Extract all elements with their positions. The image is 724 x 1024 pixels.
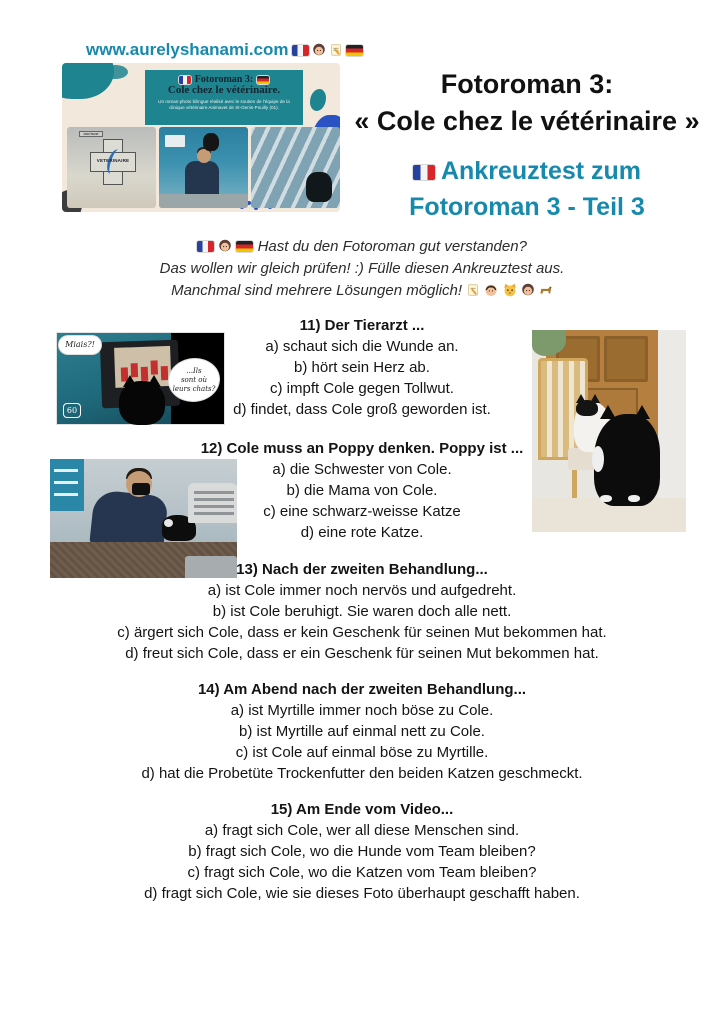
question-14 (0, 679, 724, 784)
exam-table (159, 194, 248, 208)
intro-line1: Hast du den Fotoroman gut verstanden? (0, 236, 724, 258)
question-11-title: 11) Der Tierarzt ... (299, 317, 425, 334)
intro-line2: Das wollen wir gleich prüfen! :) Fülle diesen Ankreuztest aus. (159, 260, 565, 277)
dog-icon (539, 283, 553, 297)
teal-leaf-decoration (310, 89, 326, 111)
german-flag-icon (236, 241, 253, 252)
question-13-option-d: d) freut sich Cole, dass er ein Geschenk für seinen Mut bekommen hat. (125, 645, 599, 662)
question-11 (0, 315, 724, 420)
vet-sign-photo (67, 127, 156, 208)
page-subtitle-line1: Ankreuztest zum (330, 153, 724, 189)
question-15-option-a: a) fragt sich Cole, wer all diese Menschen sind. (204, 822, 520, 839)
page-title-block (330, 66, 724, 225)
question-13 (0, 559, 724, 664)
banner-subtitle: Un roman-photo bilingue réalisé avec le soutien de l'équipe de la clinique vétérinaire Animavet de St-Genis-Pouilly (01). (158, 99, 290, 110)
page-title-line2: « Cole chez le vétérinaire » (354, 106, 700, 136)
question-12-option-d: d) eine rote Katze. (300, 524, 424, 541)
question-13-option-a: a) ist Cole immer noch nervös und aufgedreht. (207, 582, 517, 599)
question-12-option-b: b) die Mama von Cole. (286, 482, 438, 499)
clinic-stairs-photo (251, 127, 340, 208)
intro-line3: Manchmal sind mehrere Lösungen möglich! (0, 280, 724, 302)
page-subtitle-line2: Fotoroman 3 - Teil 3 (409, 193, 645, 221)
man-avatar-icon (484, 283, 498, 297)
intro-paragraph (0, 236, 724, 302)
question-12 (0, 438, 724, 543)
website-url[interactable] (86, 40, 363, 60)
sign-veterinaire-text: VETERINAIRE (96, 158, 130, 163)
frame-number-badge: 60 (63, 403, 81, 418)
banner-title-line1: Fotoroman 3: (145, 74, 303, 85)
woman-avatar-icon (218, 239, 232, 253)
black-cat-figure (203, 133, 219, 151)
question-13-option-c: c) ärgert sich Cole, dass er kein Geschenk für seinen Mut bekommen hat. (117, 624, 607, 641)
question-14-option-c: c) ist Cole auf einmal böse zu Myrtille. (235, 744, 489, 761)
german-flag-icon (257, 76, 269, 84)
woman-avatar-icon (312, 43, 326, 57)
cat-face-icon (503, 283, 517, 297)
woman-avatar-icon (521, 283, 535, 297)
question-11-option-b: b) hört sein Herz ab. (294, 359, 430, 376)
question-11-option-d: d) findet, dass Cole groß geworden ist. (233, 401, 491, 418)
french-flag-icon (179, 76, 191, 84)
question-15-option-c: c) fragt sich Cole, wo die Katzen vom Team bleiben? (187, 864, 537, 881)
memo-icon (329, 43, 343, 57)
memo-icon (466, 283, 480, 297)
teal-dot-decoration (102, 65, 128, 79)
french-flag-icon (197, 241, 214, 252)
url-text[interactable]: www.aurelyshanami.com (86, 40, 289, 59)
question-15-option-b: b) fragt sich Cole, wo die Hunde vom Team bleiben? (188, 843, 536, 860)
tv-screen (165, 135, 185, 147)
vet-head (197, 149, 211, 163)
sign-docteur-text: DOCTEUR (79, 131, 103, 137)
question-11-option-c: c) impft Cole gegen Tollwut. (270, 380, 454, 397)
question-15-title: 15) Am Ende vom Video... (270, 801, 454, 818)
question-14-title: 14) Am Abend nach der zweiten Behandlung... (197, 681, 527, 698)
french-flag-icon (292, 45, 309, 56)
thought-bubble-chats: ...Ils sont où leurs chats? (169, 359, 219, 401)
question-14-option-b: b) ist Myrtille auf einmal nett zu Cole. (239, 723, 485, 740)
vet-cross-sign (90, 139, 134, 183)
thought-bubble-miais: Miais?! (59, 336, 101, 354)
question-12-option-c: c) eine schwarz-weisse Katze (263, 503, 461, 520)
question-13-title: 13) Nach der zweiten Behandlung... (236, 561, 488, 578)
question-14-option-a: a) ist Myrtille immer noch böse zu Cole. (230, 702, 494, 719)
question-12-option-a: a) die Schwester von Cole. (272, 461, 452, 478)
question-15-option-d: d) fragt sich Cole, wie sie dieses Foto überhaupt geschafft haben. (144, 885, 580, 902)
question-12-title: 12) Cole muss an Poppy denken. Poppy ist ... (200, 440, 524, 457)
german-flag-icon (346, 45, 363, 56)
fotoroman-banner-image (62, 63, 340, 212)
question-14-option-d: d) hat die Probetüte Trockenfutter den beiden Katzen geschmeckt. (141, 765, 583, 782)
french-flag-icon (413, 165, 435, 180)
vet-holding-cat-photo (159, 127, 248, 208)
question-11-option-a: a) schaut sich die Wunde an. (265, 338, 459, 355)
cat-silhouette (306, 172, 332, 202)
page-title-line1: Fotoroman 3: (440, 69, 614, 99)
banner-title-line2: Cole chez le vétérinaire. (167, 84, 281, 96)
question-13-option-b: b) ist Cole beruhigt. Sie waren doch alle nett. (212, 603, 512, 620)
banner-title-box (145, 70, 303, 125)
question-15 (0, 799, 724, 904)
